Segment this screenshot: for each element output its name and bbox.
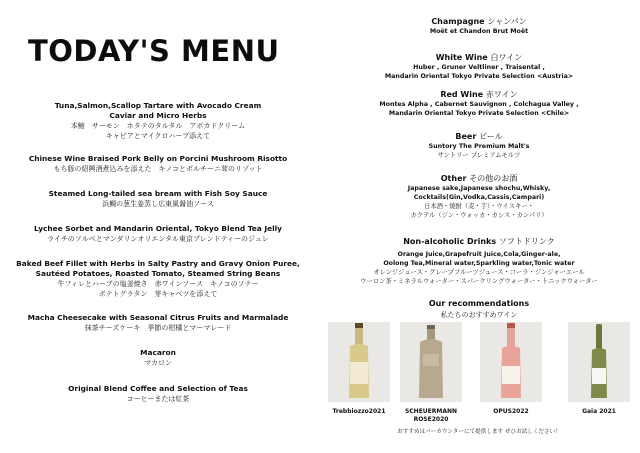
dish-item (0, 313, 316, 333)
wine-name: OPUS2022 (493, 408, 529, 415)
dish-name-en: Macaron (140, 348, 176, 357)
dish-item (0, 101, 316, 141)
wine-photo-1 (328, 322, 390, 402)
dish-name-en: Chinese Wine Braised Pork Belly on Porcini Mushroom Risotto (28, 154, 288, 163)
dish-name-ja: 浜鯛の葱生姜蒸し広東風醤油ソース (102, 200, 214, 208)
section-heading: Our recommendations (428, 299, 530, 308)
other-section (318, 173, 640, 220)
dish-item (0, 259, 316, 299)
drinks-menu (318, 0, 640, 453)
wine-photos (318, 322, 640, 422)
wine-photo-3 (480, 322, 542, 402)
dish-name-en: Steamed Long-tailed sea bream with Fish Soy Sauce (48, 189, 268, 198)
heading-ja: その他のお酒 (469, 174, 518, 183)
dish-name-ja: 本鮪 サーモン ホタテのタルタル アボカドクリーム キャビアとマイクロハーブ添えて (70, 122, 246, 140)
section-heading (318, 16, 640, 27)
drink-list-ja: 日本酒・焼酎（麦・芋）・ウイスキー・ カクテル（ジン・ウォッカ・カシス・カンパリ） (410, 203, 548, 219)
dish-name-en: Tuna,Salmon,Scallop Tartare with Avocado Cream Caviar and Micro Herbs (54, 101, 262, 120)
dish-name-ja: 抹茶チーズケーキ 季節の柑橘とマーマレード (84, 324, 232, 332)
wine-name: Gaia 2021 (582, 408, 616, 415)
drink-list: Moët et Chandon Brut Moët (429, 28, 529, 35)
dish-name-en: Original Blend Coffee and Selection of Teas (68, 384, 248, 393)
dish-name-ja: コーヒーまたは紅茶 (126, 395, 190, 403)
wine-name: Trebbiozzo2021 (332, 408, 386, 415)
section-heading-ja: 私たちのおすすめワイン (440, 311, 518, 319)
dish-item (0, 154, 316, 174)
heading-en: Other (440, 174, 467, 183)
recommendation-footnote: おすすめはバーカウンターにて提供します ぜひお試しください！ (397, 429, 561, 435)
dish-item (0, 384, 316, 404)
wine-bottle-icon (568, 322, 630, 402)
white-wine-section (318, 52, 640, 81)
section-heading (318, 236, 640, 247)
dish-name-ja: 牛フィレとハーブの塩釜焼き 赤ワインソース キノコのソテー ポテトグラタン 芽キャベツを添えて (57, 280, 259, 298)
wine-name: SCHEUERMANN ROSE2020 (404, 408, 458, 423)
heading-ja: 赤ワイン (485, 90, 518, 99)
champagne-section (318, 16, 640, 36)
heading-ja: ソフトドリンク (498, 237, 555, 246)
dish-name-ja: ライチのソルベとマンダリンオリエンタル東京ブレンドティーのジュレ (47, 235, 269, 243)
wine-photo-4 (568, 322, 630, 402)
heading-en: Champagne (431, 17, 485, 26)
recommendations-section (318, 298, 640, 320)
wine-bottle-icon (480, 322, 542, 402)
section-heading (318, 131, 640, 142)
drink-list-ja: オレンジジュース・グレープフルーツジュース・コーラ・ジンジャーエール ウーロン茶・ミネラルウォーター・スパークリングウォーター・トニックウォーター (360, 269, 598, 285)
dish-name-en: Baked Beef Fillet with Herbs in Salty Pastry and Gravy Onion Puree, Sautéed Potatoes, Roasted Tomato, Steamed String Beans (16, 259, 300, 278)
drink-list: Huber , Gruner Veltliner , Traisental , Mandarin Oriental Tokyo Private Selection <Austria> (384, 64, 574, 80)
dish-name-ja: もち豚の紹興酒煮込みを添えた キノコとポルチーニ茸のリゾット (53, 165, 263, 173)
heading-en: Red Wine (440, 90, 484, 99)
page-title: TODAY'S MENU (28, 34, 280, 68)
non-alcoholic-section (318, 236, 640, 286)
heading-en: White Wine (435, 53, 488, 62)
food-menu (0, 0, 316, 453)
beer-section (318, 131, 640, 160)
dish-name-en: Lychee Sorbet and Mandarin Oriental, Tokyo Blend Tea Jelly (34, 224, 282, 233)
section-heading (318, 173, 640, 184)
red-wine-section (318, 89, 640, 118)
section-heading (318, 52, 640, 63)
wine-photo-2 (400, 322, 462, 402)
dish-name-en: Macha Cheesecake with Seasonal Citrus Fruits and Marmalade (27, 313, 289, 322)
wine-bottle-icon (328, 322, 390, 402)
drink-list-ja: サントリー プレミアムモルツ (437, 152, 521, 159)
section-heading (318, 89, 640, 100)
heading-ja: 白ワイン (490, 53, 523, 62)
dish-name-ja: マカロン (144, 359, 172, 367)
drink-list: Montes Alpha , Cabernet Sauvignon , Colchagua Valley , Mandarin Oriental Tokyo Private Selection <Chile> (379, 101, 579, 117)
heading-en: Non-alcoholic Drinks (403, 237, 497, 246)
dish-item (0, 348, 316, 368)
drink-list: Orange Juice,Grapefruit Juice,Cola,Ginger-ale, Oolong Tea,Mineral water,Sparkling water,Tonic water (383, 251, 575, 267)
wine-bottle-icon (400, 322, 462, 402)
dish-item (0, 189, 316, 209)
heading-en: Beer (455, 132, 477, 141)
dish-item (0, 224, 316, 244)
heading-ja: ビール (479, 132, 503, 141)
heading-ja: シャンパン (487, 17, 527, 26)
drink-list: Suntory The Premium Malt's (428, 143, 530, 150)
drink-list: Japanese sake,Japanese shochu,Whisky, Cocktails(Gin,Vodka,Cassis,Campari) (407, 185, 551, 201)
